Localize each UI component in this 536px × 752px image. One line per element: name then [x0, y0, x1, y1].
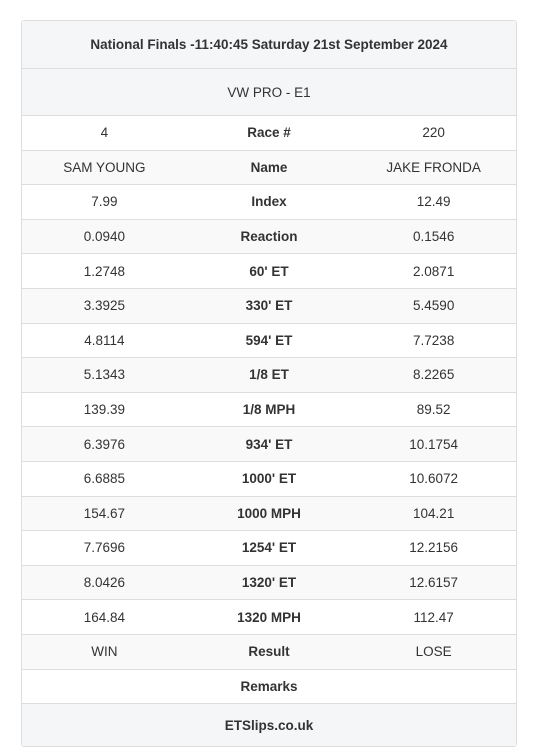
right-value: 5.4590	[413, 298, 455, 314]
row-label: 1254' ET	[241, 540, 297, 556]
table-row	[22, 358, 516, 393]
table-row	[22, 116, 516, 151]
right-value: 104.21	[413, 505, 455, 521]
table-row	[22, 185, 516, 220]
class-title: VW PRO - E1	[22, 69, 516, 116]
row-label: Race #	[247, 125, 291, 141]
table-row	[22, 289, 516, 324]
remarks-row	[22, 670, 516, 705]
table-row	[22, 393, 516, 428]
right-value: 7.7238	[413, 332, 455, 348]
left-value: 6.6885	[83, 471, 125, 487]
row-label: Index	[251, 194, 287, 210]
row-label: 60' ET	[249, 263, 289, 279]
row-label: Reaction	[240, 229, 298, 245]
table-row	[22, 220, 516, 255]
right-value: 12.2156	[409, 540, 459, 556]
left-value: 139.39	[83, 402, 125, 418]
event-title: National Finals -11:40:45 Saturday 21st September 2024	[22, 21, 516, 69]
right-value: 0.1546	[413, 229, 455, 245]
table-row	[22, 254, 516, 289]
row-label: 330' ET	[245, 298, 293, 314]
right-value: 12.49	[416, 194, 451, 210]
right-value: 89.52	[416, 402, 451, 418]
row-label: 594' ET	[245, 332, 293, 348]
table-row	[22, 635, 516, 670]
row-label: 1/8 ET	[249, 367, 289, 383]
left-value: 3.3925	[83, 298, 125, 314]
left-value: 5.1343	[83, 367, 125, 383]
table-row	[22, 324, 516, 359]
table-row	[22, 531, 516, 566]
left-value: 0.0940	[83, 229, 125, 245]
footer-site-name: ETSlips.co.uk	[22, 704, 516, 746]
right-value: LOSE	[415, 644, 452, 660]
left-value: 1.2748	[83, 263, 125, 279]
right-value: 112.47	[413, 609, 454, 625]
left-value: 8.0426	[83, 575, 125, 591]
row-label: Name	[250, 159, 288, 175]
left-value: 7.7696	[83, 540, 125, 556]
row-label: Result	[248, 644, 290, 660]
remarks-label: Remarks	[240, 678, 298, 694]
right-value: 10.6072	[409, 471, 459, 487]
right-value: 10.1754	[409, 436, 459, 452]
left-value: 6.3976	[83, 436, 125, 452]
table-row	[22, 600, 516, 635]
left-value: 164.84	[83, 609, 125, 625]
row-label: 934' ET	[245, 436, 293, 452]
table-row	[22, 462, 516, 497]
left-value: WIN	[91, 644, 118, 660]
row-label: 1000' ET	[241, 471, 297, 487]
left-value: SAM YOUNG	[63, 159, 146, 175]
right-value: 2.0871	[413, 263, 455, 279]
left-value: 4.8114	[84, 332, 125, 348]
right-value: 220	[422, 125, 445, 141]
row-label: 1320 MPH	[237, 609, 301, 625]
table-row	[22, 427, 516, 462]
left-value: 7.99	[91, 194, 118, 210]
table-row	[22, 151, 516, 186]
row-label: 1/8 MPH	[242, 402, 296, 418]
table-row	[22, 497, 516, 532]
row-label: 1000 MPH	[237, 505, 301, 521]
table-row	[22, 566, 516, 601]
left-value: 4	[100, 125, 109, 141]
row-label: 1320' ET	[241, 575, 297, 591]
timeslip-card	[21, 20, 517, 747]
left-value: 154.67	[83, 505, 125, 521]
right-value: JAKE FRONDA	[386, 159, 481, 175]
right-value: 8.2265	[413, 367, 455, 383]
right-value: 12.6157	[409, 575, 459, 591]
